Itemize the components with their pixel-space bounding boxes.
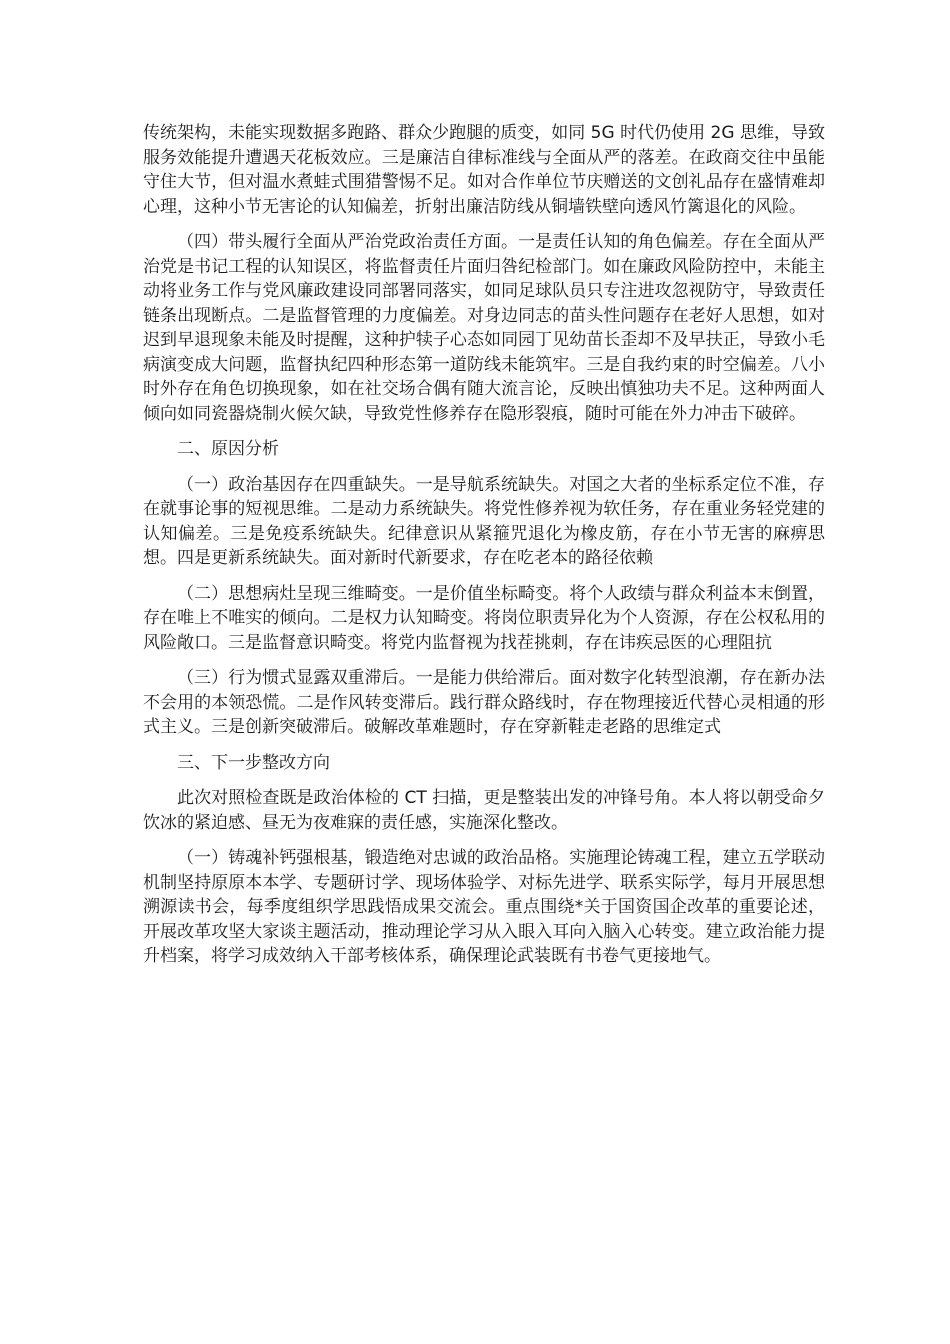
document-body [143,121,825,980]
paragraph-cause-three: （三）行为惯式显露双重滞后。一是能力供给滞后。面对数字化转型浪潮，存在新办法不会用的本领恐慌。二是作风转变滞后。践行群众路线时，存在物理接近代替心灵相通的形式主义。三是创新突破滞后。破解改革难题时，存在穿新鞋走老路的思维定式 [143,668,825,737]
paragraph-next-steps-intro: 此次对照检查既是政治体检的 CT 扫描，更是整装出发的冲锋号角。本人将以朝受命夕饮冰的紧迫感、昼无为夜难寐的责任感，实施深化整改。 [143,788,825,833]
paragraph-section-four: （四）带头履行全面从严治党政治责任方面。一是责任认知的角色偏差。存在全面从严治党是书记工程的认知误区，将监督责任片面归咎纪检部门。如在廉政风险防控中，未能主动将业务工作与党风廉政建设同部署同落实，如同足球队员只专注进攻忽视防守，导致责任链条出现断点。二是监督管理的力度偏差。对身边同志的苗头性问题存在老好人思想，如对迟到早退现象未能及时提醒，这种护犊子心态如同园丁见幼苗长歪却不及早扶正，导致小毛病演变成大问题，监督执纪四种形态第一道防线未能筑牢。三是自我约束的时空偏差。八小时外存在角色切换现象，如在社交场合偶有随大流言论，反映出慎独功夫不足。这种两面人倾向如同瓷器烧制火候欠缺，导致党性修养存在隐形裂痕，随时可能在外力冲击下破碎。 [143,232,825,424]
paragraph-cause-one: （一）政治基因存在四重缺失。一是导航系统缺失。对国之大者的坐标系定位不准，存在就事论事的短视思维。二是动力系统缺失。将党性修养视为软任务，存在重业务轻党建的认知偏差。三是免疫系统缺失。纪律意识从紧箍咒退化为橡皮筋，存在小节无害的麻痹思想。四是更新系统缺失。面对新时代新要求，存在吃老本的路径依赖 [143,474,825,568]
paragraph-cause-two: （二）思想病灶呈现三维畸变。一是价值坐标畸变。将个人政绩与群众利益本末倒置，存在唯上不唯实的倾向。二是权力认知畸变。将岗位职责异化为个人资源，存在公权私用的风险敞口。三是监督意识畸变。将党内监督视为找茬挑刺，存在讳疾忌医的心理阻抗 [143,583,825,653]
heading-cause-analysis: 二、原因分析 [177,439,279,459]
paragraph-continuation: 传统架构，未能实现数据多跑路、群众少跑腿的质变，如同 5G 时代仍使用 2G 思维，导致服务效能提升遭遇天花板效应。三是廉洁自律标准线与全面从严的落差。在政商交往中虽能守住大节，但对温水煮蛙式围猎警惕不足。如对合作单位节庆赠送的文创礼品存在盛情难却心理，这种小节无害论的认知偏差，折射出廉洁防线从铜墙铁壁向透风竹篱退化的风险。 [143,123,825,217]
heading-next-steps: 三、下一步整改方向 [177,752,330,773]
paragraph-next-steps-one: （一）铸魂补钙强根基，锻造绝对忠诚的政治品格。实施理论铸魂工程，建立五学联动机制坚持原原本本学、专题研讨学、现场体验学、对标先进学、联系实际学，每月开展思想溯源读书会，每季度组织学思践悟成果交流会。重点围绕*关于国资国企改革的重要论述，开展改革攻坚大家谈主题活动，推动理论学习从入眼入耳向入脑入心转变。建立政治能力提升档案，将学习成效纳入干部考核体系，确保理论武装既有书卷气更接地气。 [143,848,825,966]
